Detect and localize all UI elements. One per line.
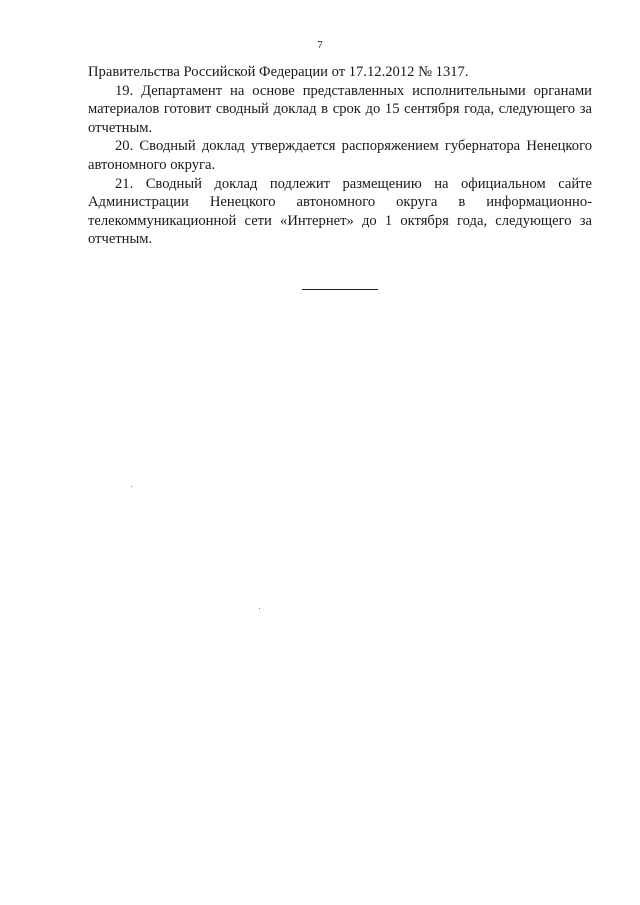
scan-speck bbox=[131, 486, 132, 487]
scan-speck bbox=[259, 608, 260, 609]
paragraph-21: 21. Сводный доклад подлежит размещению на официальном сайте Администрации Ненецкого автономного округа в информационно-телекоммуникационной сети «Интернет» до 1 октября года, следующего за отчетным. bbox=[88, 175, 592, 248]
paragraph-continuation: Правительства Российской Федерации от 17.12.2012 № 1317. bbox=[88, 64, 469, 80]
paragraph-20: 20. Сводный доклад утверждается распоряжением губернатора Ненецкого автономного округа. bbox=[88, 138, 592, 173]
paragraph-19: 19. Департамент на основе представленных исполнительными органами материалов готовит сводный доклад в срок до 15 сентября года, следующего за отчетным. bbox=[88, 82, 592, 136]
document-body bbox=[88, 63, 592, 249]
page-number: 7 bbox=[317, 39, 323, 51]
end-of-document-line bbox=[302, 289, 378, 290]
